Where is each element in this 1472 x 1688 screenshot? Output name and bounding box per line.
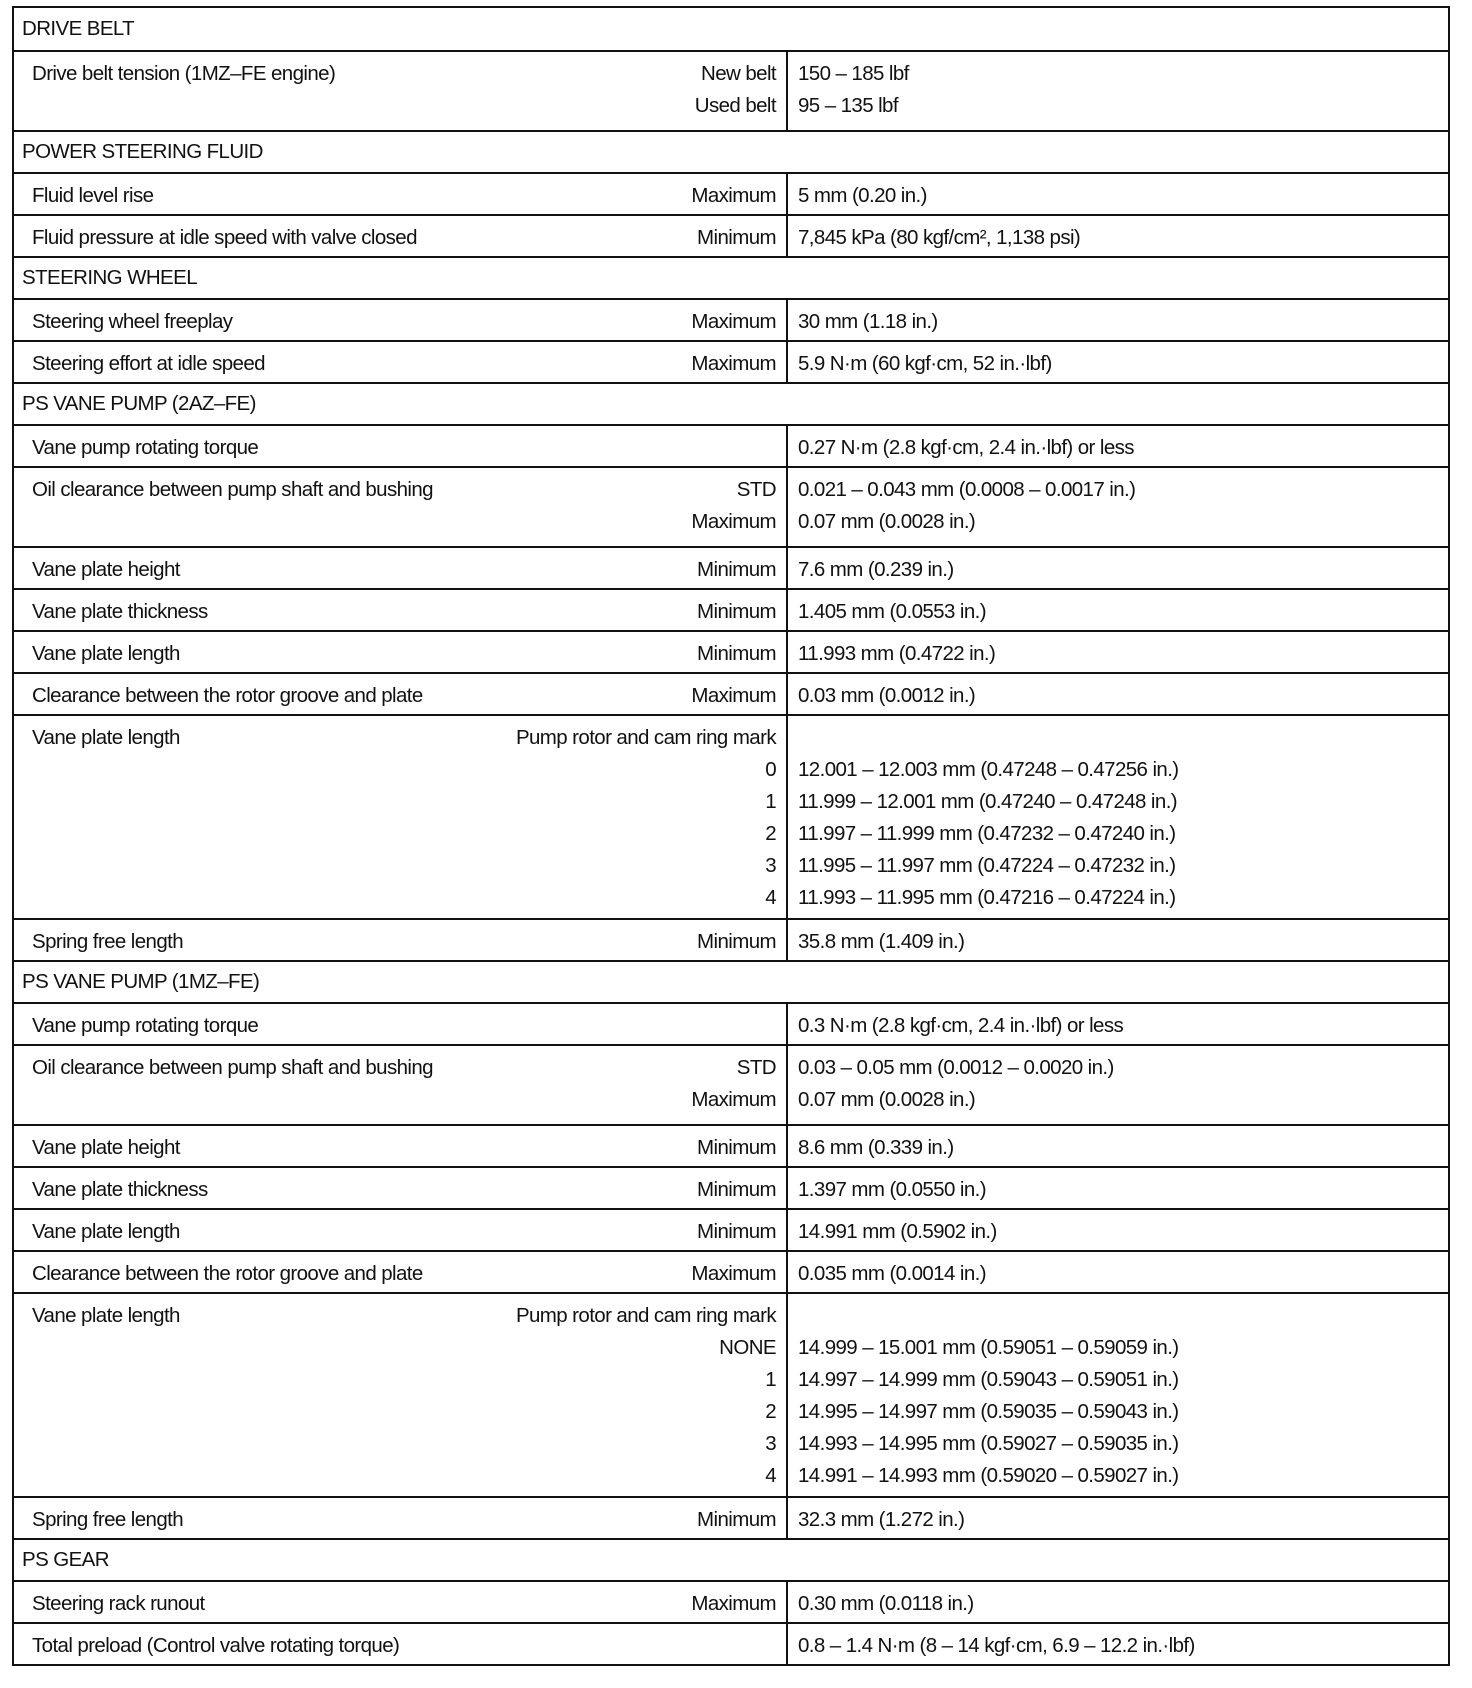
section-heading: PS VANE PUMP (1MZ–FE)	[14, 960, 1448, 1002]
spec-value-cell	[786, 1004, 1448, 1044]
spec-row	[14, 1124, 1448, 1166]
spec-value: 0.03 – 0.05 mm (0.0012 – 0.0020 in.)	[798, 1056, 1114, 1079]
spec-label: Vane plate height	[32, 1136, 180, 1159]
spec-row	[14, 1292, 1448, 1496]
spec-value-cell	[786, 300, 1448, 340]
spec-label: Fluid level rise	[32, 184, 154, 207]
spec-row	[14, 714, 1448, 918]
spec-qualifier: 4	[765, 886, 776, 909]
spec-value-cell	[786, 1046, 1448, 1124]
spec-value: 0.27 N·m (2.8 kgf·cm, 2.4 in.·lbf) or less	[798, 436, 1134, 459]
spec-value: 35.8 mm (1.409 in.)	[798, 930, 965, 953]
spec-value: 11.995 – 11.997 mm (0.47224 – 0.47232 in.)	[798, 854, 1176, 877]
spec-value: 30 mm (1.18 in.)	[798, 310, 938, 333]
spec-value: 14.997 – 14.999 mm (0.59043 – 0.59051 in.)	[798, 1368, 1179, 1391]
spec-qualifier: 2	[765, 822, 776, 845]
spec-qualifier: Maximum	[691, 1262, 776, 1285]
spec-label-cell	[14, 174, 786, 214]
spec-qualifier: Minimum	[697, 558, 776, 581]
spec-row	[14, 424, 1448, 466]
spec-qualifier: 0	[765, 758, 776, 781]
spec-row	[14, 546, 1448, 588]
spec-qualifier: Minimum	[697, 226, 776, 249]
spec-label-cell	[14, 52, 786, 130]
spec-qualifier: Minimum	[697, 930, 776, 953]
spec-row	[14, 1208, 1448, 1250]
spec-value: 12.001 – 12.003 mm (0.47248 – 0.47256 in.)	[798, 758, 1179, 781]
spec-label-cell	[14, 300, 786, 340]
spec-value-cell	[786, 174, 1448, 214]
spec-qualifier: 3	[765, 1432, 776, 1455]
spec-value: 11.999 – 12.001 mm (0.47240 – 0.47248 in.)	[798, 790, 1178, 813]
spec-value: 0.021 – 0.043 mm (0.0008 – 0.0017 in.)	[798, 478, 1136, 501]
spec-qualifier: Pump rotor and cam ring mark	[515, 1304, 776, 1327]
spec-row	[14, 50, 1448, 130]
spec-value-cell	[786, 1624, 1448, 1664]
section-heading: DRIVE BELT	[22, 17, 135, 40]
spec-value: 14.991 – 14.993 mm (0.59020 – 0.59027 in.)	[798, 1464, 1179, 1487]
spec-row	[14, 630, 1448, 672]
spec-value: 1.405 mm (0.0553 in.)	[798, 600, 986, 623]
spec-label-cell	[14, 590, 786, 630]
spec-label: Vane plate thickness	[32, 1178, 208, 1201]
spec-value: 14.999 – 15.001 mm (0.59051 – 0.59059 in.)	[798, 1336, 1179, 1359]
spec-value: 0.07 mm (0.0028 in.)	[798, 510, 976, 533]
spec-row	[14, 1166, 1448, 1208]
spec-value: 150 – 185 lbf	[798, 62, 909, 85]
spec-label: Total preload (Control valve rotating torque)	[32, 1634, 400, 1657]
spec-qualifier: Minimum	[697, 600, 776, 623]
spec-label: Vane plate length	[32, 1220, 180, 1243]
spec-value: 0.07 mm (0.0028 in.)	[798, 1088, 976, 1111]
spec-value: 95 – 135 lbf	[798, 94, 898, 117]
spec-qualifier: Minimum	[697, 1508, 776, 1531]
spec-row	[14, 172, 1448, 214]
spec-qualifier: Maximum	[691, 510, 776, 533]
spec-label: Vane plate thickness	[32, 600, 208, 623]
spec-label: Drive belt tension (1MZ–FE engine)	[32, 62, 336, 85]
spec-value	[798, 722, 1448, 754]
spec-value-cell	[786, 590, 1448, 630]
spec-label-cell	[14, 548, 786, 588]
spec-label: Vane plate height	[32, 558, 180, 581]
spec-value-cell	[786, 1210, 1448, 1250]
spec-label-cell	[14, 1126, 786, 1166]
spec-value: 0.035 mm (0.0014 in.)	[798, 1262, 986, 1285]
spec-row	[14, 340, 1448, 382]
spec-qualifier: 4	[765, 1464, 776, 1487]
spec-qualifier: STD	[736, 1056, 776, 1079]
spec-qualifier: 1	[765, 790, 776, 813]
spec-label-cell	[14, 920, 786, 960]
specifications-table	[12, 6, 1450, 1666]
spec-value-cell	[786, 1252, 1448, 1292]
spec-qualifier: Maximum	[691, 310, 776, 333]
spec-row	[14, 588, 1448, 630]
spec-value-cell	[786, 1294, 1448, 1496]
spec-value-cell	[786, 468, 1448, 546]
spec-qualifier: Maximum	[691, 684, 776, 707]
spec-row	[14, 1002, 1448, 1044]
spec-row	[14, 466, 1448, 546]
spec-row	[14, 1044, 1448, 1124]
spec-value: 0.30 mm (0.0118 in.)	[798, 1592, 974, 1615]
spec-label: Oil clearance between pump shaft and bushing	[32, 1056, 433, 1079]
spec-label-cell	[14, 1252, 786, 1292]
spec-qualifier: Minimum	[697, 1220, 776, 1243]
spec-label: Steering rack runout	[32, 1592, 205, 1615]
spec-value-cell	[786, 52, 1448, 130]
spec-label-cell	[14, 216, 786, 256]
spec-label-cell	[14, 1624, 786, 1664]
spec-value-cell	[786, 216, 1448, 256]
spec-label-cell	[14, 632, 786, 672]
spec-value: 11.997 – 11.999 mm (0.47232 – 0.47240 in.)	[798, 822, 1176, 845]
spec-row	[14, 672, 1448, 714]
spec-label-cell	[14, 716, 786, 918]
spec-value: 0.3 N·m (2.8 kgf·cm, 2.4 in.·lbf) or less	[798, 1014, 1124, 1037]
spec-label-cell	[14, 1046, 786, 1124]
spec-label: Fluid pressure at idle speed with valve closed	[32, 226, 417, 249]
spec-row	[14, 1622, 1448, 1664]
spec-label-cell	[14, 1004, 786, 1044]
spec-label-cell	[14, 426, 786, 466]
spec-qualifier: 3	[765, 854, 776, 877]
section-heading: STEERING WHEEL	[14, 256, 1448, 298]
spec-value: 14.995 – 14.997 mm (0.59035 – 0.59043 in.)	[798, 1400, 1179, 1423]
spec-label: Vane plate length	[32, 1304, 180, 1327]
spec-qualifier: Pump rotor and cam ring mark	[515, 726, 776, 749]
spec-value-cell	[786, 1168, 1448, 1208]
spec-row	[14, 1580, 1448, 1622]
spec-label-cell	[14, 1210, 786, 1250]
spec-value: 0.03 mm (0.0012 in.)	[798, 684, 976, 707]
spec-row	[14, 918, 1448, 960]
spec-value-cell	[786, 1582, 1448, 1622]
spec-qualifier: Used belt	[694, 94, 776, 117]
spec-label: Spring free length	[32, 930, 184, 953]
spec-value	[798, 1300, 1448, 1332]
spec-value: 1.397 mm (0.0550 in.)	[798, 1178, 986, 1201]
spec-qualifier: Minimum	[697, 1178, 776, 1201]
spec-label-cell	[14, 674, 786, 714]
spec-qualifier: New belt	[701, 62, 776, 85]
spec-qualifier: Maximum	[691, 1592, 776, 1615]
spec-label: Steering wheel freeplay	[32, 310, 233, 333]
spec-qualifier: 2	[765, 1400, 776, 1423]
spec-value: 8.6 mm (0.339 in.)	[798, 1136, 954, 1159]
spec-value: 11.993 mm (0.4722 in.)	[798, 642, 996, 665]
spec-label: Clearance between the rotor groove and plate	[32, 1262, 423, 1285]
spec-label: Vane pump rotating torque	[32, 436, 259, 459]
spec-label-cell	[14, 1294, 786, 1496]
spec-value: 32.3 mm (1.272 in.)	[798, 1508, 965, 1531]
spec-qualifier: Minimum	[697, 642, 776, 665]
spec-qualifier: STD	[736, 478, 776, 501]
spec-label: Vane plate length	[32, 642, 180, 665]
spec-qualifier: Maximum	[691, 1088, 776, 1111]
spec-value: 14.993 – 14.995 mm (0.59027 – 0.59035 in.)	[798, 1432, 1179, 1455]
spec-label-cell	[14, 1498, 786, 1538]
spec-label: Vane plate length	[32, 726, 180, 749]
spec-label-cell	[14, 468, 786, 546]
spec-row	[14, 298, 1448, 340]
spec-value-cell	[786, 342, 1448, 382]
spec-value-cell	[786, 1498, 1448, 1538]
spec-label-cell	[14, 1168, 786, 1208]
spec-label: Oil clearance between pump shaft and bushing	[32, 478, 433, 501]
section-heading: POWER STEERING FLUID	[14, 130, 1448, 172]
spec-value: 5 mm (0.20 in.)	[798, 184, 927, 207]
spec-label: Vane pump rotating torque	[32, 1014, 259, 1037]
section-heading: PS GEAR	[14, 1538, 1448, 1580]
spec-value-cell	[786, 426, 1448, 466]
spec-value-cell	[786, 674, 1448, 714]
spec-row	[14, 1250, 1448, 1292]
spec-value: 7.6 mm (0.239 in.)	[798, 558, 954, 581]
spec-label-cell	[14, 1582, 786, 1622]
spec-label: Steering effort at idle speed	[32, 352, 265, 375]
spec-qualifier: NONE	[719, 1336, 776, 1359]
spec-qualifier: Maximum	[691, 352, 776, 375]
spec-value-cell	[786, 1126, 1448, 1166]
spec-row	[14, 214, 1448, 256]
spec-value-cell	[786, 548, 1448, 588]
spec-value-cell	[786, 632, 1448, 672]
spec-value-cell	[786, 920, 1448, 960]
spec-qualifier: 1	[765, 1368, 776, 1391]
spec-qualifier: Maximum	[691, 184, 776, 207]
spec-label: Clearance between the rotor groove and plate	[32, 684, 423, 707]
spec-qualifier: Minimum	[697, 1136, 776, 1159]
spec-label-cell	[14, 342, 786, 382]
spec-value: 11.993 – 11.995 mm (0.47216 – 0.47224 in.)	[798, 886, 1176, 909]
spec-value: 0.8 – 1.4 N·m (8 – 14 kgf·cm, 6.9 – 12.2 in.·lbf)	[798, 1634, 1195, 1657]
spec-value-cell	[786, 716, 1448, 918]
spec-label: Spring free length	[32, 1508, 184, 1531]
spec-value: 7,845 kPa (80 kgf/cm², 1,138 psi)	[798, 226, 1081, 249]
spec-row	[14, 1496, 1448, 1538]
spec-value: 14.991 mm (0.5902 in.)	[798, 1220, 997, 1243]
spec-value: 5.9 N·m (60 kgf·cm, 52 in.·lbf)	[798, 352, 1052, 375]
section-heading: PS VANE PUMP (2AZ–FE)	[14, 382, 1448, 424]
